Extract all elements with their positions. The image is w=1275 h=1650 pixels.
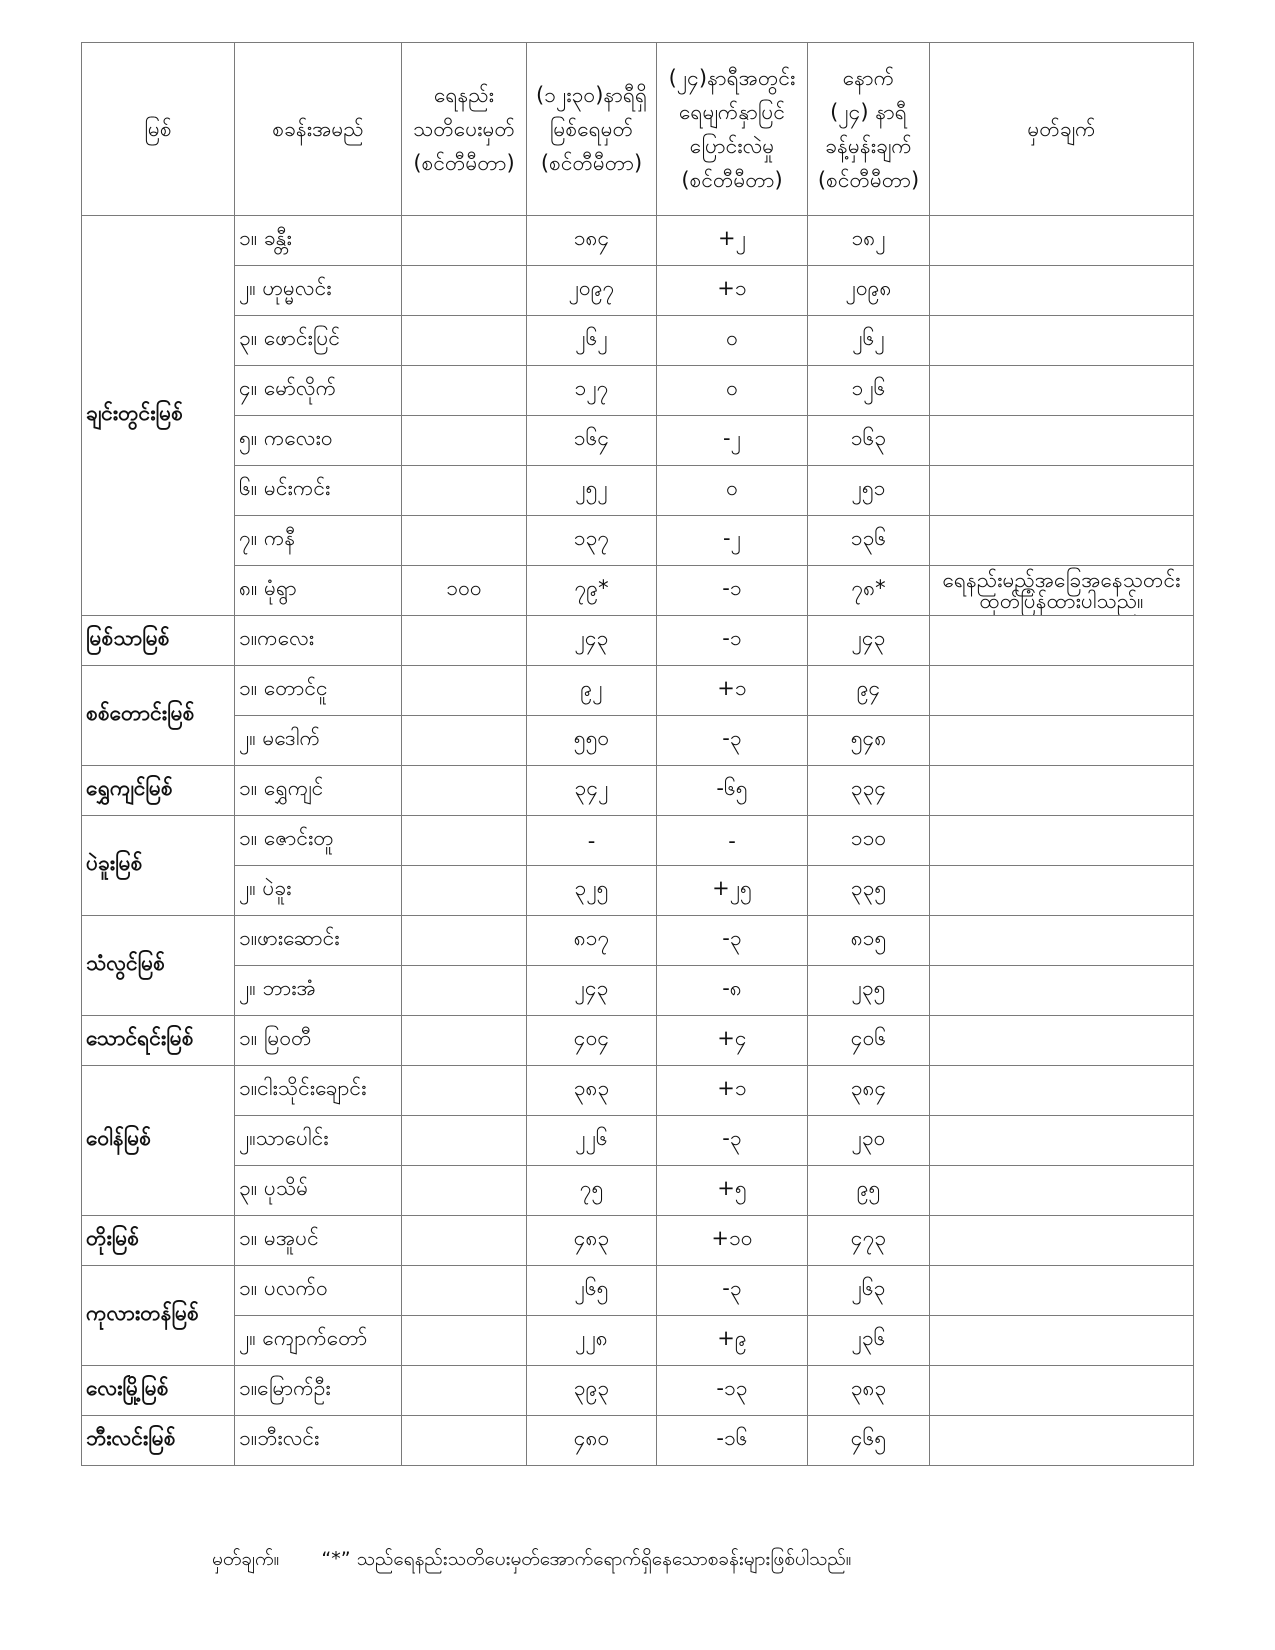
- danger-level-value: [402, 316, 527, 366]
- remark-cell: [930, 1216, 1194, 1266]
- danger-level-value: [402, 1316, 527, 1366]
- forecast-value: ၃၃၄: [808, 766, 930, 816]
- remark-cell: [930, 1116, 1194, 1166]
- remark-cell: [930, 616, 1194, 666]
- change-value: -: [657, 816, 808, 866]
- header-forecast-line: နောက်: [842, 66, 895, 90]
- header-river-line: မြစ်: [144, 117, 172, 141]
- current-level-value: ၅၅၀: [527, 716, 657, 766]
- forecast-value: ၂၃၆: [808, 1316, 930, 1366]
- forecast-value: ၈၁၅: [808, 916, 930, 966]
- table-row: [82, 366, 1194, 416]
- change-value: ၀: [657, 366, 808, 416]
- remark-cell: [930, 966, 1194, 1016]
- current-level-value: ၂၆၅: [527, 1266, 657, 1316]
- table-row: [82, 1216, 1194, 1266]
- river-name: တိုးမြစ်: [82, 1216, 235, 1266]
- change-value: -၃: [657, 1116, 808, 1166]
- header-current-line: (စင်တီမီတာ): [540, 151, 643, 175]
- forecast-value: ၂၆၂: [808, 316, 930, 366]
- remark-cell: [930, 816, 1194, 866]
- header-forecast-line: (စင်တီမီတာ): [817, 168, 920, 192]
- remark-cell: [930, 216, 1194, 266]
- forecast-value: ၄၆၅: [808, 1416, 930, 1466]
- table-row: [82, 216, 1194, 266]
- danger-level-value: [402, 266, 527, 316]
- table-row: [82, 966, 1194, 1016]
- change-value: +၄: [657, 1016, 808, 1066]
- table-body: [82, 216, 1194, 1466]
- remark-line: ထုတ်ပြန်ထားပါသည်။: [979, 588, 1144, 613]
- table-row: [82, 1316, 1194, 1366]
- station-name: ၁။ ရွှေကျင်: [235, 766, 402, 816]
- forecast-value: ၂၀၉၈: [808, 266, 930, 316]
- change-value: -၁: [657, 566, 808, 616]
- forecast-value: ၁၁၀: [808, 816, 930, 866]
- change-value: +၁: [657, 666, 808, 716]
- remark-cell: [930, 266, 1194, 316]
- current-level-value: ၁၃၇: [527, 516, 657, 566]
- station-name: ၁။ ပလက်ဝ: [235, 1266, 402, 1316]
- danger-level-value: [402, 616, 527, 666]
- danger-level-value: [402, 966, 527, 1016]
- current-level-value: ၃၄၂: [527, 766, 657, 816]
- danger-level-value: [402, 766, 527, 816]
- table-row: [82, 316, 1194, 366]
- forecast-value: ၅၄၈: [808, 716, 930, 766]
- current-level-value: ၂၀၉၇: [527, 266, 657, 316]
- header-river: [82, 43, 235, 216]
- danger-level-value: [402, 1166, 527, 1216]
- header-remark-line: မှတ်ချက်: [1027, 117, 1096, 141]
- change-value: +၁: [657, 1066, 808, 1116]
- forecast-value: ၁၈၂: [808, 216, 930, 266]
- change-value: -၃: [657, 716, 808, 766]
- danger-level-value: [402, 816, 527, 866]
- station-name: ၇။ ကနီ: [235, 516, 402, 566]
- remark-cell: [930, 1366, 1194, 1416]
- current-level-value: ၇၅: [527, 1166, 657, 1216]
- current-level-value: ၃၂၅: [527, 866, 657, 916]
- remark-cell: [930, 916, 1194, 966]
- current-level-value: ၄၈၃: [527, 1216, 657, 1266]
- header-danger-line: ရေနည်း: [434, 83, 494, 107]
- station-name: ၁။ တောင်ငူ: [235, 666, 402, 716]
- river-name: ဘီးလင်းမြစ်: [82, 1416, 235, 1466]
- table-row: [82, 816, 1194, 866]
- forecast-value: ၁၂၆: [808, 366, 930, 416]
- danger-level-value: [402, 1116, 527, 1166]
- table-row: [82, 1116, 1194, 1166]
- change-value: -၁: [657, 616, 808, 666]
- current-level-value: ၄၀၄: [527, 1016, 657, 1066]
- current-level-value: ၂၆၂: [527, 316, 657, 366]
- forecast-value: ၉၅: [808, 1166, 930, 1216]
- station-name: ၁။ဖားဆောင်း: [235, 916, 402, 966]
- river-name: ပဲခူးမြစ်: [82, 816, 235, 916]
- danger-level-value: [402, 366, 527, 416]
- remark-cell: [930, 866, 1194, 916]
- current-level-value: ၂၅၂: [527, 466, 657, 516]
- current-level-value: ၈၁၇: [527, 916, 657, 966]
- forecast-value: ၃၈၄: [808, 1066, 930, 1116]
- current-level-value: ၄၈၀: [527, 1416, 657, 1466]
- forecast-value: ၂၄၃: [808, 616, 930, 666]
- remark-cell: [930, 666, 1194, 716]
- header-forecast-line: ခန့်မှန်းချက်: [825, 134, 912, 158]
- change-value: +၅: [657, 1166, 808, 1216]
- station-name: ၆။ မင်းကင်း: [235, 466, 402, 516]
- change-value: -၂: [657, 416, 808, 466]
- river-name: ဝေါန်မြစ်: [82, 1066, 235, 1216]
- forecast-value: ၂၃၅: [808, 966, 930, 1016]
- station-name: ၁။ ဇောင်းတူ: [235, 816, 402, 866]
- table-row: [82, 416, 1194, 466]
- current-level-value: ၂၄၃: [527, 616, 657, 666]
- table-row: [82, 566, 1194, 616]
- footnote-text: “*” သည်ရေနည်းသတိပေးမှတ်အောက်ရောက်ရှိနေသောစခန်းများဖြစ်ပါသည်။: [321, 1548, 852, 1570]
- station-name: ၁။ မအူပင်: [235, 1216, 402, 1266]
- remark-cell: [930, 1166, 1194, 1216]
- header-station: [235, 43, 402, 216]
- header-danger-level: [402, 43, 527, 216]
- forecast-value: ၉၄: [808, 666, 930, 716]
- danger-level-value: [402, 1066, 527, 1116]
- forecast-value: ၁၃၆: [808, 516, 930, 566]
- change-value: -၆၅: [657, 766, 808, 816]
- table-row: [82, 516, 1194, 566]
- table-row: [82, 1166, 1194, 1216]
- danger-level-value: [402, 216, 527, 266]
- change-value: -၃: [657, 916, 808, 966]
- table-row: [82, 616, 1194, 666]
- current-level-value: ၃၉၃: [527, 1366, 657, 1416]
- table-row: [82, 666, 1194, 716]
- station-name: ၂။ ဘားအံ: [235, 966, 402, 1016]
- remark-cell: [930, 416, 1194, 466]
- table-row: [82, 716, 1194, 766]
- forecast-value: ၃၈၃: [808, 1366, 930, 1416]
- station-name: ၂။ ကျောက်တော်: [235, 1316, 402, 1366]
- footnote-label: မှတ်ချက်။: [212, 1548, 280, 1570]
- station-name: ၃။ ပုသိမ်: [235, 1166, 402, 1216]
- river-water-level-table: [81, 42, 1194, 1466]
- current-level-value: ၂၂၆: [527, 1116, 657, 1166]
- remark-cell: [930, 1316, 1194, 1366]
- forecast-value: ၂၆၃: [808, 1266, 930, 1316]
- header-danger-line: သတိပေးမှတ်: [413, 117, 515, 141]
- river-name: ရွှေကျင်မြစ်: [82, 766, 235, 816]
- change-value: +၁၀: [657, 1216, 808, 1266]
- station-name: ၂။ ပဲခူး: [235, 866, 402, 916]
- remark-cell: [930, 716, 1194, 766]
- header-change-line: ရေမျက်နှာပြင်: [679, 100, 785, 124]
- station-name: ၂။သာပေါင်း: [235, 1116, 402, 1166]
- remark-cell: [930, 1416, 1194, 1466]
- header-change-line: (၂၄)နာရီအတွင်း: [668, 66, 796, 90]
- danger-level-value: [402, 416, 527, 466]
- river-name: သံလွင်မြစ်: [82, 916, 235, 1016]
- danger-level-value: [402, 716, 527, 766]
- station-name: ၁။ငါးသိုင်းချောင်း: [235, 1066, 402, 1116]
- table-row: [82, 1016, 1194, 1066]
- header-24h-change: [657, 43, 808, 216]
- current-level-value: ၇၉*: [527, 566, 657, 616]
- table-row: [82, 466, 1194, 516]
- header-current-level: [527, 43, 657, 216]
- danger-level-value: [402, 916, 527, 966]
- station-name: ၁။ မြဝတီ: [235, 1016, 402, 1066]
- table-row: [82, 1366, 1194, 1416]
- danger-level-value: [402, 516, 527, 566]
- station-name: ၁။ကလေး: [235, 616, 402, 666]
- table-row: [82, 266, 1194, 316]
- danger-level-value: [402, 1366, 527, 1416]
- table-row: [82, 866, 1194, 916]
- river-name: လေးမြို့မြစ်: [82, 1366, 235, 1416]
- station-name: ၁။ဘီးလင်း: [235, 1416, 402, 1466]
- header-24h-forecast: [808, 43, 930, 216]
- change-value: -၁၃: [657, 1366, 808, 1416]
- remark-cell: [930, 1016, 1194, 1066]
- remark-line: ရေနည်းမည့်အခြေအနေသတင်း: [942, 567, 1181, 592]
- current-level-value: ၃၈၃: [527, 1066, 657, 1116]
- header-current-line: (၁၂း၃၀)နာရီရှိ: [535, 83, 648, 107]
- change-value: +၂: [657, 216, 808, 266]
- table-row: [82, 1066, 1194, 1116]
- forecast-value: ၄၀၆: [808, 1016, 930, 1066]
- header-forecast-line: (၂၄) နာရီ: [830, 100, 907, 124]
- danger-level-value: [402, 666, 527, 716]
- remark-cell: [930, 1266, 1194, 1316]
- header-change-line: ပြောင်းလဲမှု: [689, 134, 775, 158]
- header-row: [82, 43, 1194, 216]
- current-level-value: -: [527, 816, 657, 866]
- change-value: ၀: [657, 466, 808, 516]
- remark-cell: [930, 516, 1194, 566]
- change-value: -၈: [657, 966, 808, 1016]
- footnote: [212, 1547, 852, 1575]
- remark-cell: [930, 316, 1194, 366]
- header-danger-line: (စင်တီမီတာ): [413, 151, 515, 175]
- table-row: [82, 916, 1194, 966]
- remark-cell: [930, 466, 1194, 516]
- forecast-value: ၂၅၁: [808, 466, 930, 516]
- remark-cell: [930, 766, 1194, 816]
- remark-cell: [930, 366, 1194, 416]
- table-row: [82, 1416, 1194, 1466]
- danger-level-value: [402, 1266, 527, 1316]
- current-level-value: ၁၈၄: [527, 216, 657, 266]
- station-name: ၅။ ကလေးဝ: [235, 416, 402, 466]
- station-name: ၁။မြောက်ဦး: [235, 1366, 402, 1416]
- forecast-value: ၁၆၃: [808, 416, 930, 466]
- danger-level-value: [402, 466, 527, 516]
- river-name: မြစ်သာမြစ်: [82, 616, 235, 666]
- station-name: ၈။ မုံရွာ: [235, 566, 402, 616]
- forecast-value: ၄၇၃: [808, 1216, 930, 1266]
- table-row: [82, 766, 1194, 816]
- header-change-line: (စင်တီမီတာ): [681, 168, 783, 192]
- station-name: ၂။ မဒေါက်: [235, 716, 402, 766]
- forecast-value: ၇၈*: [808, 566, 930, 616]
- change-value: +၂၅: [657, 866, 808, 916]
- forecast-value: ၃၃၅: [808, 866, 930, 916]
- danger-level-value: [402, 1416, 527, 1466]
- change-value: -၂: [657, 516, 808, 566]
- remark-cell: [930, 566, 1194, 616]
- current-level-value: ၁၆၄: [527, 416, 657, 466]
- danger-level-value: ၁၀၀: [402, 566, 527, 616]
- header-current-line: မြစ်ရေမှတ်: [549, 117, 634, 141]
- danger-level-value: [402, 1016, 527, 1066]
- danger-level-value: [402, 866, 527, 916]
- river-name: ချင်းတွင်းမြစ်: [82, 216, 235, 616]
- header-remark: [930, 43, 1194, 216]
- change-value: ၀: [657, 316, 808, 366]
- header-station-line: စခန်းအမည်: [272, 117, 364, 141]
- river-name: ကုလားတန်မြစ်: [82, 1266, 235, 1366]
- river-name: စစ်တောင်းမြစ်: [82, 666, 235, 766]
- remark-cell: [930, 1066, 1194, 1116]
- change-value: +၁: [657, 266, 808, 316]
- river-name: သောင်ရင်းမြစ်: [82, 1016, 235, 1066]
- table-row: [82, 1266, 1194, 1316]
- change-value: -၃: [657, 1266, 808, 1316]
- current-level-value: ၉၂: [527, 666, 657, 716]
- station-name: ၄။ မော်လိုက်: [235, 366, 402, 416]
- danger-level-value: [402, 1216, 527, 1266]
- change-value: -၁၆: [657, 1416, 808, 1466]
- current-level-value: ၂၂၈: [527, 1316, 657, 1366]
- forecast-value: ၂၃၀: [808, 1116, 930, 1166]
- change-value: +၉: [657, 1316, 808, 1366]
- station-name: ၂။ ဟုမ္မလင်း: [235, 266, 402, 316]
- current-level-value: ၂၄၃: [527, 966, 657, 1016]
- station-name: ၃။ ဖောင်းပြင်: [235, 316, 402, 366]
- station-name: ၁။ ခန္တီး: [235, 216, 402, 266]
- current-level-value: ၁၂၇: [527, 366, 657, 416]
